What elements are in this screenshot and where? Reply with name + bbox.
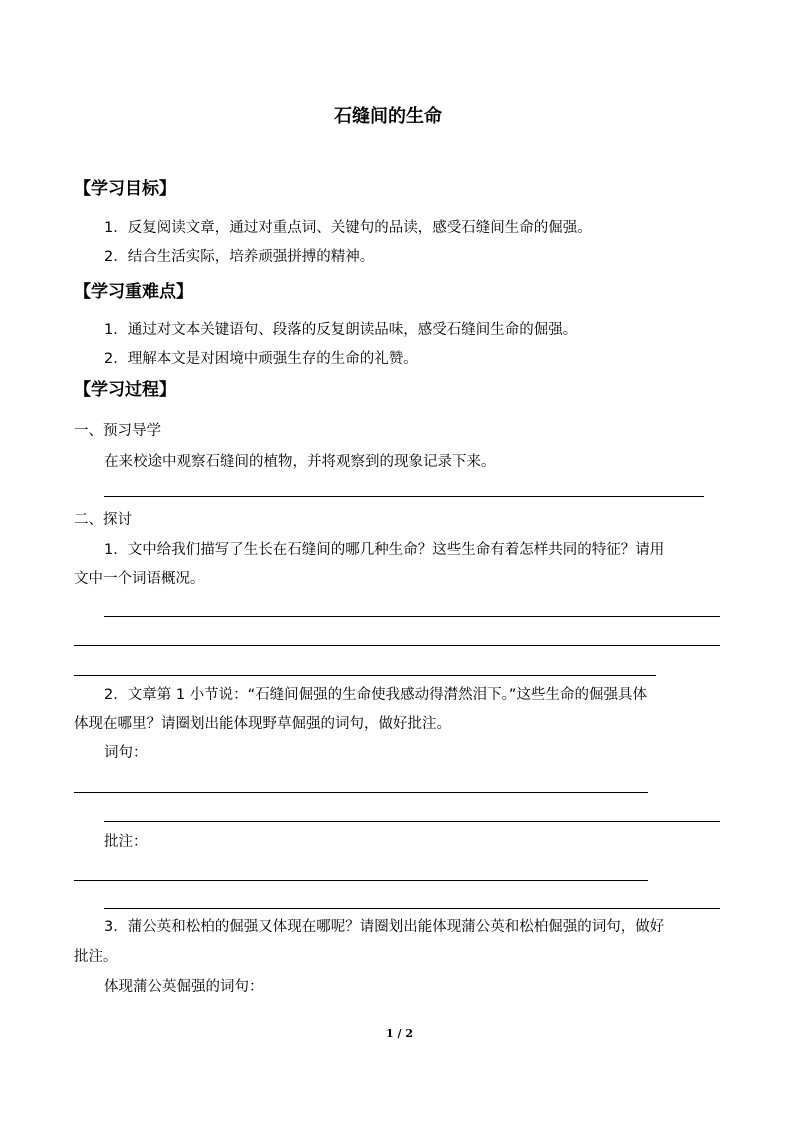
key-point-item-1: 1．通过对文本关键语句、段落的反复朗读品味，感受石缝间生命的倔强。 xyxy=(104,322,578,338)
page-title: 石缝间的生命 xyxy=(334,106,442,127)
q3-line1: 3．蒲公英和松柏的倔强又体现在哪呢？请圈划出能体现蒲公英和松柏倔强的词句，做好 xyxy=(104,919,665,935)
goals-heading: 【学习目标】 xyxy=(74,179,176,199)
q3-line2: 批注。 xyxy=(74,949,118,965)
key-points-heading: 【学习重难点】 xyxy=(74,282,193,302)
answer-line xyxy=(104,496,704,497)
goal-item-1: 1．反复阅读文章，通过对重点词、关键句的品读，感受石缝间生命的倔强。 xyxy=(104,220,592,236)
page-indicator: 1 / 2 xyxy=(386,1027,413,1040)
answer-line xyxy=(74,675,656,676)
process-heading: 【学习过程】 xyxy=(74,380,176,400)
q2-note-label: 批注： xyxy=(104,834,148,850)
answer-line xyxy=(74,880,648,881)
q3-sub-label: 体现蒲公英倔强的词句： xyxy=(104,979,264,995)
key-point-item-2: 2．理解本文是对困境中顽强生存的生命的礼赞。 xyxy=(104,351,418,367)
q2-line1: 2．文章第 1 小节说：“石缝间倔强的生命使我感动得潸然泪下。”这些生命的倔强具体 xyxy=(104,687,647,703)
answer-line xyxy=(104,821,720,822)
q2-line2: 体现在哪里？请圈划出能体现野草倔强的词句，做好批注。 xyxy=(74,716,451,732)
part1-text: 在来校途中观察石缝间的植物，并将观察到的现象记录下来。 xyxy=(104,454,496,470)
part1-label: 一、预习导学 xyxy=(74,423,161,439)
part2-label: 二、探讨 xyxy=(74,512,132,528)
answer-line xyxy=(104,908,720,909)
q2-word-label: 词句： xyxy=(104,745,148,761)
answer-line xyxy=(104,616,720,617)
q1-line1: 1．文中给我们描写了生长在石缝间的哪几种生命？这些生命有着怎样共同的特征？请用 xyxy=(104,542,665,558)
goal-item-2: 2．结合生活实际，培养顽强拼搏的精神。 xyxy=(104,249,375,265)
answer-line xyxy=(74,645,720,646)
q1-line2: 文中一个词语概况。 xyxy=(74,571,205,587)
answer-line xyxy=(74,792,648,793)
